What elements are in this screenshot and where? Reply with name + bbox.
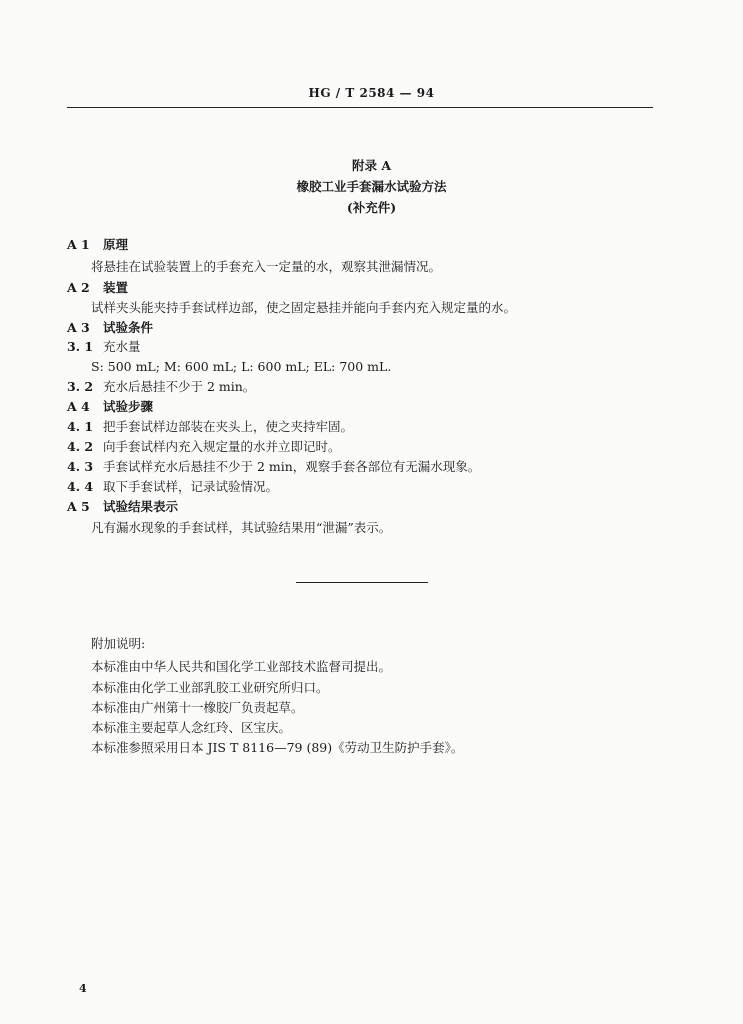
clause-number: 3. 2 <box>67 379 94 394</box>
section-number: A 1 <box>67 237 90 252</box>
section-a5 <box>67 499 178 515</box>
clause-4-1 <box>67 419 353 435</box>
section-number: A 5 <box>67 499 90 514</box>
clause-text: 把手套试样边部装在夹头上，使之夹持牢固。 <box>102 419 353 434</box>
appendix-label: 附录 A <box>351 158 392 173</box>
clause-4-2 <box>67 439 341 455</box>
section-heading: 装置 <box>102 280 128 295</box>
clause-4-4 <box>67 479 278 495</box>
section-number: A 3 <box>67 320 90 335</box>
clause-text: 充水后悬挂不少于 2 min。 <box>102 379 256 394</box>
section-end-rule <box>296 582 428 583</box>
note-line: 本标准由广州第十一橡胶厂负责起草。 <box>91 700 304 715</box>
page-number: 4 <box>79 982 87 995</box>
clause-text: 手套试样充水后悬挂不少于 2 min，观察手套各部位有无漏水现象。 <box>102 459 481 474</box>
appendix-title-block <box>0 155 743 218</box>
paragraph: 凡有漏水现象的手套试样，其试验结果用“泄漏”表示。 <box>91 520 392 535</box>
section-heading: 试验步骤 <box>102 399 153 414</box>
note-line: 本标准主要起草人念红玲、区宝庆。 <box>91 720 292 735</box>
note-line: 本标准参照采用日本 JIS T 8116—79 (89)《劳动卫生防护手套》。 <box>91 740 464 755</box>
header-rule <box>67 107 653 108</box>
clause-text: 充水量 <box>102 339 141 354</box>
note-line: 本标准由化学工业部乳胶工业研究所归口。 <box>91 680 329 695</box>
fill-volume-list: S: 500 mL; M: 600 mL; L: 600 mL; EL: 700 mL. <box>91 359 392 374</box>
clause-3-2 <box>67 379 255 395</box>
clause-text: 取下手套试样，记录试验情况。 <box>102 479 278 494</box>
clause-number: 3. 1 <box>67 339 94 354</box>
clause-4-3 <box>67 459 480 475</box>
section-heading: 试验条件 <box>102 320 153 335</box>
clause-number: 4. 2 <box>67 439 94 454</box>
supplement-note: (补充件) <box>346 200 397 215</box>
section-a1 <box>67 237 128 253</box>
section-heading: 试验结果表示 <box>102 499 178 514</box>
clause-3-1 <box>67 339 141 355</box>
standard-code: HG / T 2584 — 94 <box>308 86 435 100</box>
section-number: A 2 <box>67 280 90 295</box>
notes-heading: 附加说明: <box>91 636 146 651</box>
method-title: 橡胶工业手套漏水试验方法 <box>296 179 447 194</box>
note-line: 本标准由中华人民共和国化学工业部技术监督司提出。 <box>91 659 392 674</box>
paragraph: 试样夹头能夹持手套试样边部，使之固定悬挂并能向手套内充入规定量的水。 <box>91 300 517 315</box>
clause-text: 向手套试样内充入规定量的水并立即记时。 <box>102 439 341 454</box>
paragraph: 将悬挂在试验装置上的手套充入一定量的水，观察其泄漏情况。 <box>91 259 442 274</box>
section-a3 <box>67 320 153 336</box>
section-a2 <box>67 280 128 296</box>
clause-number: 4. 3 <box>67 459 94 474</box>
section-heading: 原理 <box>102 237 128 252</box>
clause-number: 4. 1 <box>67 419 94 434</box>
section-a4 <box>67 399 153 415</box>
clause-number: 4. 4 <box>67 479 94 494</box>
section-number: A 4 <box>67 399 90 414</box>
